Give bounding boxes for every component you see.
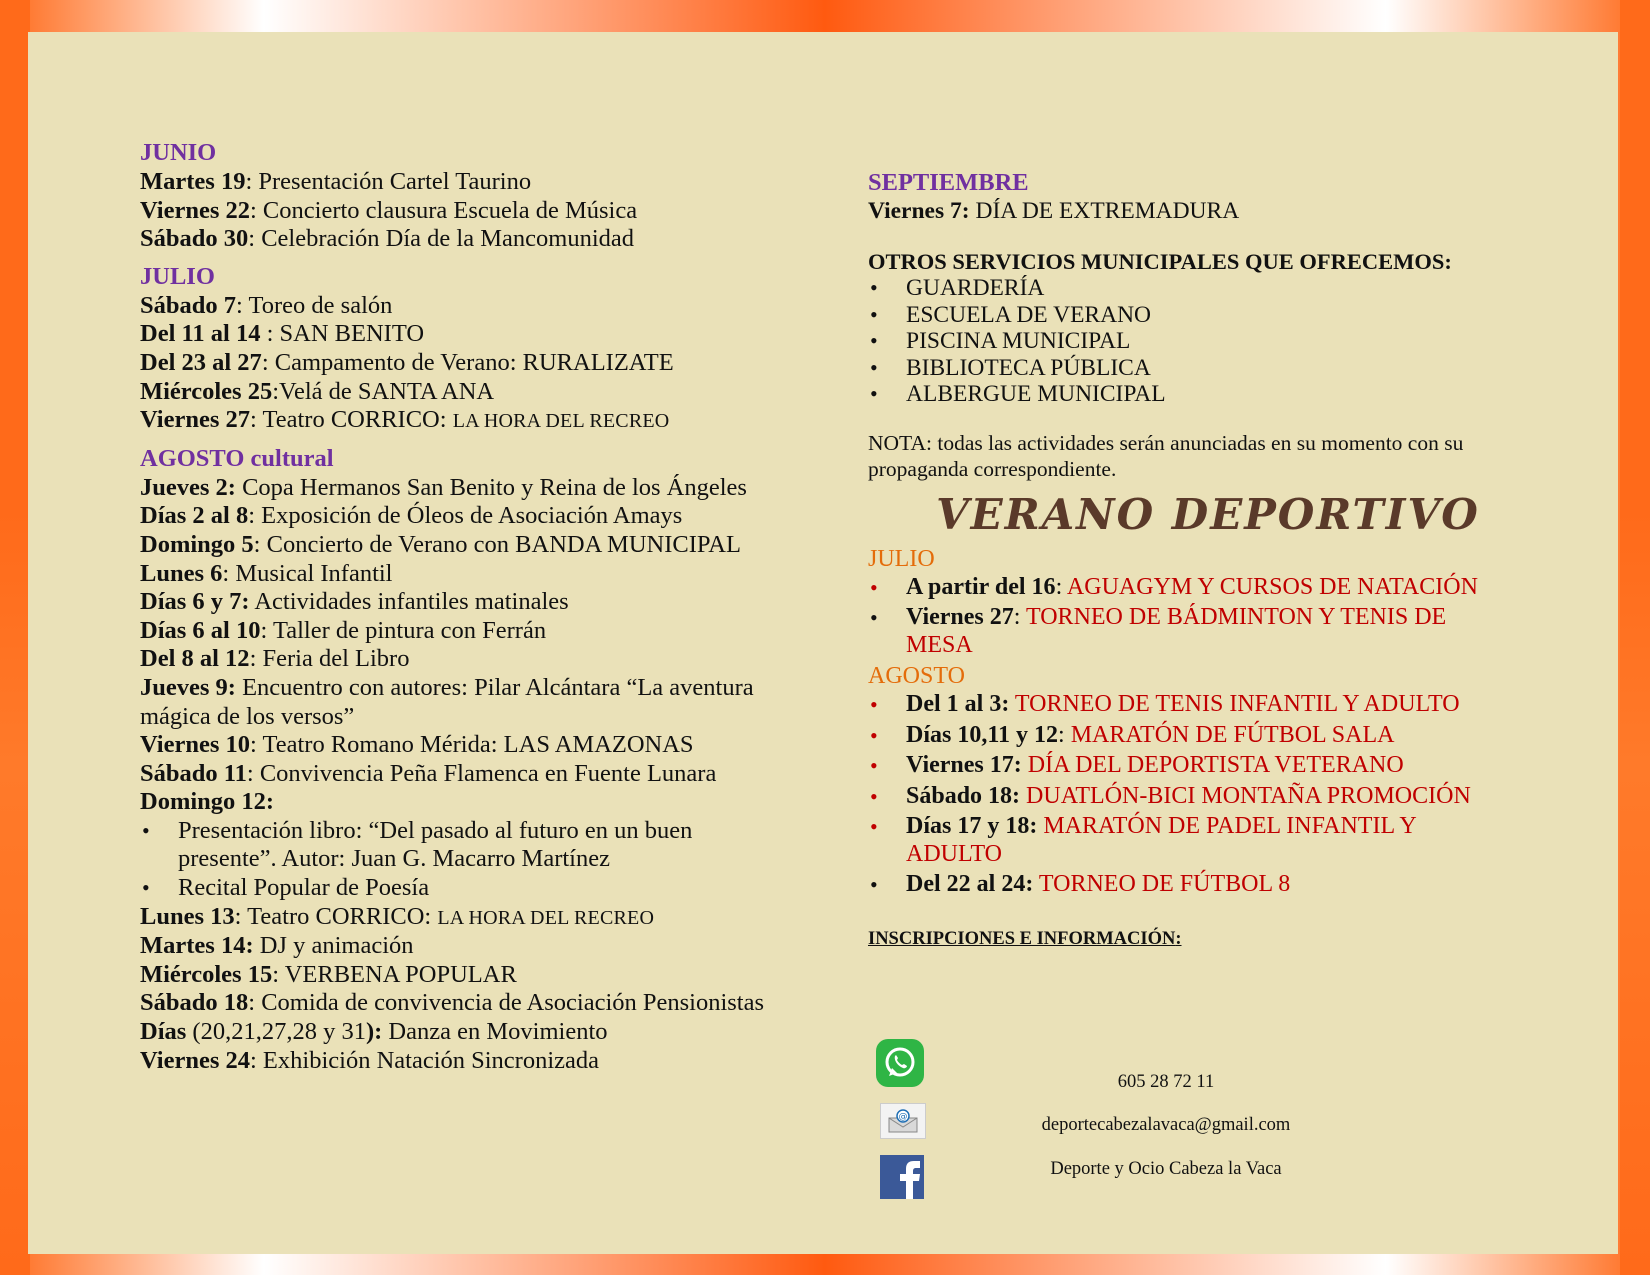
event-date: Martes 14: — [140, 932, 254, 960]
event-line — [140, 502, 780, 531]
event-date: Domingo 5 — [140, 530, 254, 558]
event-smallcaps-text: LA HORA DEL RECREO — [452, 410, 670, 433]
event-text: : Presentación Cartel Taurino — [245, 168, 532, 195]
event-line — [140, 320, 780, 349]
services-column — [868, 168, 1508, 950]
event-date: Días 6 y 7: — [140, 588, 250, 616]
vd-agosto-list — [868, 691, 1508, 899]
activity-name: AGUAGYM Y CURSOS DE NATACIÓN — [1066, 573, 1478, 600]
event-text: : Teatro Romano Mérida: LAS AMAZONAS — [250, 731, 694, 759]
event-line — [140, 1018, 780, 1047]
facebook-page: Deporte y Ocio Cabeza la Vaca — [1050, 1159, 1282, 1179]
event-text: : Celebración Día de la Mancomunidad — [248, 225, 635, 253]
phone-number: 605 28 72 11 — [1117, 1072, 1215, 1092]
servicio-item: • ESCUELA DE VERANO — [868, 302, 1508, 329]
email-address: deportecabezalavaca@gmail.com — [1041, 1115, 1291, 1135]
activity-separator: : — [1055, 573, 1067, 600]
event-date: Miércoles 15 — [140, 960, 273, 988]
event-line — [140, 406, 780, 436]
event-line — [140, 378, 780, 407]
event-date: Jueves 2: — [140, 473, 236, 501]
event-date: Martes 19 — [140, 168, 246, 195]
event-line — [140, 989, 780, 1018]
event-text: : Concierto clausura Escuela de Música — [250, 196, 638, 224]
event-date: Viernes 7: — [868, 198, 970, 224]
event-date: Viernes 24 — [140, 1046, 250, 1074]
event-line — [140, 1047, 780, 1076]
event-line — [140, 645, 780, 674]
month-septiembre: SEPTIEMBRE — [868, 169, 1029, 196]
sport-activity-item — [868, 813, 1508, 868]
activity-date: Del 22 al 24: — [906, 871, 1034, 897]
servicio-item: • ALBERGUE MUNICIPAL — [868, 381, 1508, 408]
event-date: Miércoles 25 — [140, 377, 273, 405]
junio-events — [140, 168, 780, 254]
event-line — [140, 588, 780, 617]
list-item: • Recital Popular de Poesía — [140, 874, 780, 903]
event-date: Domingo 12: — [140, 788, 275, 816]
event-text: Copa Hermanos San Benito y Reina de los Ángeles — [235, 473, 747, 501]
event-text: : Comida de convivencia de Asociación Pensionistas — [248, 989, 765, 1017]
vd-julio-list — [868, 574, 1508, 660]
event-line — [140, 560, 780, 589]
svg-text:@: @ — [898, 1112, 908, 1122]
event-date: Del 11 al 14 — [140, 320, 261, 348]
verano-deportivo-title: VERANO DEPORTIVO — [936, 489, 1480, 539]
otros-servicios-heading: OTROS SERVICIOS MUNICIPALES QUE OFRECEMOS: — [868, 249, 1452, 274]
event-text: : Exposición de Óleos de Asociación Amays — [248, 502, 683, 530]
page-border-left — [0, 0, 30, 1275]
event-date: Sábado 11 — [140, 759, 247, 787]
agosto-events-continued — [140, 903, 780, 1076]
event-date: Lunes 6 — [140, 559, 223, 587]
event-date: Viernes 10 — [140, 731, 250, 759]
servicio-item: • BIBLIOTECA PÚBLICA — [868, 355, 1508, 382]
event-text: : Teatro CORRICO: — [250, 406, 453, 434]
event-date: Sábado 7 — [140, 291, 237, 319]
event-line — [140, 674, 780, 731]
event-line — [140, 197, 780, 226]
event-text: : Toreo de salón — [236, 291, 393, 319]
event-line — [140, 760, 780, 789]
vd-month-agosto: AGOSTO — [868, 663, 965, 689]
servicios-list — [868, 275, 1508, 408]
activity-date: Sábado 18: — [906, 782, 1021, 809]
event-line — [140, 617, 780, 646]
event-date: Días — [140, 1018, 187, 1046]
activity-separator: : — [1058, 721, 1071, 748]
event-text: (20,21,27,28 y 31 — [186, 1018, 366, 1046]
sport-activity-item — [868, 604, 1508, 659]
month-junio: JUNIO — [140, 139, 217, 166]
activity-date: Del 1 al 3: — [906, 691, 1010, 717]
event-text: : Concierto de Verano con BANDA MUNICIPAL — [253, 530, 741, 558]
nota-text: NOTA: todas las actividades serán anunciadas en su momento con su propaganda correspondiente. — [868, 430, 1464, 481]
event-text: Encuentro con autores: Pilar Alcántara “La aventura mágica de los versos” — [140, 673, 754, 730]
event-text: : Musical Infantil — [222, 559, 393, 587]
activity-separator: : — [1013, 604, 1026, 630]
month-agosto-cultural: AGOSTO cultural — [140, 444, 334, 472]
activity-date: A partir del 16 — [906, 573, 1056, 600]
event-date: Viernes 27 — [140, 406, 250, 434]
event-date: Viernes 22 — [140, 196, 250, 224]
event-date: Sábado 18 — [140, 989, 249, 1017]
event-text: : Feria del Libro — [249, 645, 410, 673]
event-date: Lunes 13 — [140, 902, 235, 930]
julio-events — [140, 292, 780, 436]
activity-name: MARATÓN DE FÚTBOL SALA — [1070, 721, 1395, 748]
facebook-icon — [880, 1155, 924, 1199]
activity-name: MARATÓN DE PADEL INFANTIL Y ADULTO — [906, 813, 1416, 867]
activity-date: Días 10,11 y 12 — [906, 721, 1059, 748]
activity-name: TORNEO DE BÁDMINTON Y TENIS DE MESA — [906, 604, 1447, 658]
email-icon — [880, 1103, 926, 1139]
event-line — [140, 932, 780, 961]
event-line — [140, 168, 780, 197]
event-date: Días 6 al 10 — [140, 616, 261, 644]
event-date: Sábado 30 — [140, 225, 249, 253]
event-text: :Velá de SANTA ANA — [272, 377, 495, 405]
activity-name: DUATLÓN-BICI MONTAÑA PROMOCIÓN — [1026, 782, 1471, 809]
event-line — [140, 903, 780, 933]
event-line — [140, 961, 780, 990]
activity-name: DÍA DEL DEPORTISTA VETERANO — [1027, 752, 1404, 778]
event-date: Del 23 al 27 — [140, 348, 262, 376]
event-line — [140, 788, 780, 817]
event-text: DÍA DE EXTREMADURA — [969, 198, 1240, 224]
inscripciones-heading: INSCRIPCIONES E INFORMACIÓN: — [868, 928, 1182, 949]
sport-activity-item — [868, 871, 1508, 899]
vd-month-julio: JULIO — [868, 545, 935, 572]
event-text: : Convivencia Peña Flamenca en Fuente Lunara — [246, 759, 717, 787]
event-line — [868, 198, 1508, 225]
activity-date: Días 17 y 18: — [906, 813, 1038, 839]
sport-activity-item — [868, 574, 1508, 602]
event-text: Actividades infantiles matinales — [249, 588, 569, 616]
event-line — [140, 292, 780, 321]
sport-activity-item — [868, 783, 1508, 811]
event-text: : Taller de pintura con Ferrán — [260, 616, 547, 644]
sport-activity-item — [868, 752, 1508, 780]
event-text: : Exhibición Natación Sincronizada — [250, 1046, 600, 1074]
list-item: • Presentación libro: “Del pasado al futuro en un buen presente”. Autor: Juan G. Macarro Martínez — [140, 817, 780, 874]
event-date: Días 2 al 8 — [140, 502, 249, 530]
event-text: : Teatro CORRICO: — [234, 902, 438, 930]
event-text: : VERBENA POPULAR — [272, 960, 517, 988]
event-date: Jueves 9: — [140, 673, 236, 701]
sport-activity-item — [868, 722, 1508, 750]
event-text: DJ y animación — [253, 932, 414, 960]
event-line — [140, 225, 780, 254]
activity-date: Viernes 27 — [906, 604, 1014, 630]
page-border-right — [1620, 0, 1650, 1275]
event-line — [140, 474, 780, 503]
servicio-item: • PISCINA MUNICIPAL — [868, 328, 1508, 355]
activity-name: TORNEO DE FÚTBOL 8 — [1038, 871, 1291, 897]
event-date: Del 8 al 12 — [140, 645, 250, 673]
whatsapp-icon — [876, 1039, 924, 1087]
event-line — [140, 349, 780, 378]
event-text: : SAN BENITO — [260, 320, 425, 348]
domingo-12-bullets — [140, 817, 780, 903]
event-line — [140, 731, 780, 760]
contact-block — [876, 1035, 1436, 1210]
activity-name: TORNEO DE TENIS INFANTIL Y ADULTO — [1014, 691, 1460, 717]
event-line — [140, 531, 780, 560]
inscripciones-label: INSCRIPCIONES E INFORMACIÓN — [868, 928, 1176, 949]
servicio-item: • GUARDERÍA — [868, 275, 1508, 302]
sport-activity-item — [868, 691, 1508, 719]
event-smallcaps-text: LA HORA DEL RECREO — [437, 906, 655, 929]
agosto-events — [140, 474, 780, 817]
cultural-program-column — [140, 138, 780, 1075]
event-text-2: Danza en Movimiento — [382, 1018, 608, 1046]
event-date-suffix: ): — [365, 1018, 383, 1046]
activity-date: Viernes 17: — [906, 752, 1022, 778]
month-julio: JULIO — [140, 262, 215, 290]
event-text: : Campamento de Verano: RURALIZATE — [261, 348, 674, 376]
